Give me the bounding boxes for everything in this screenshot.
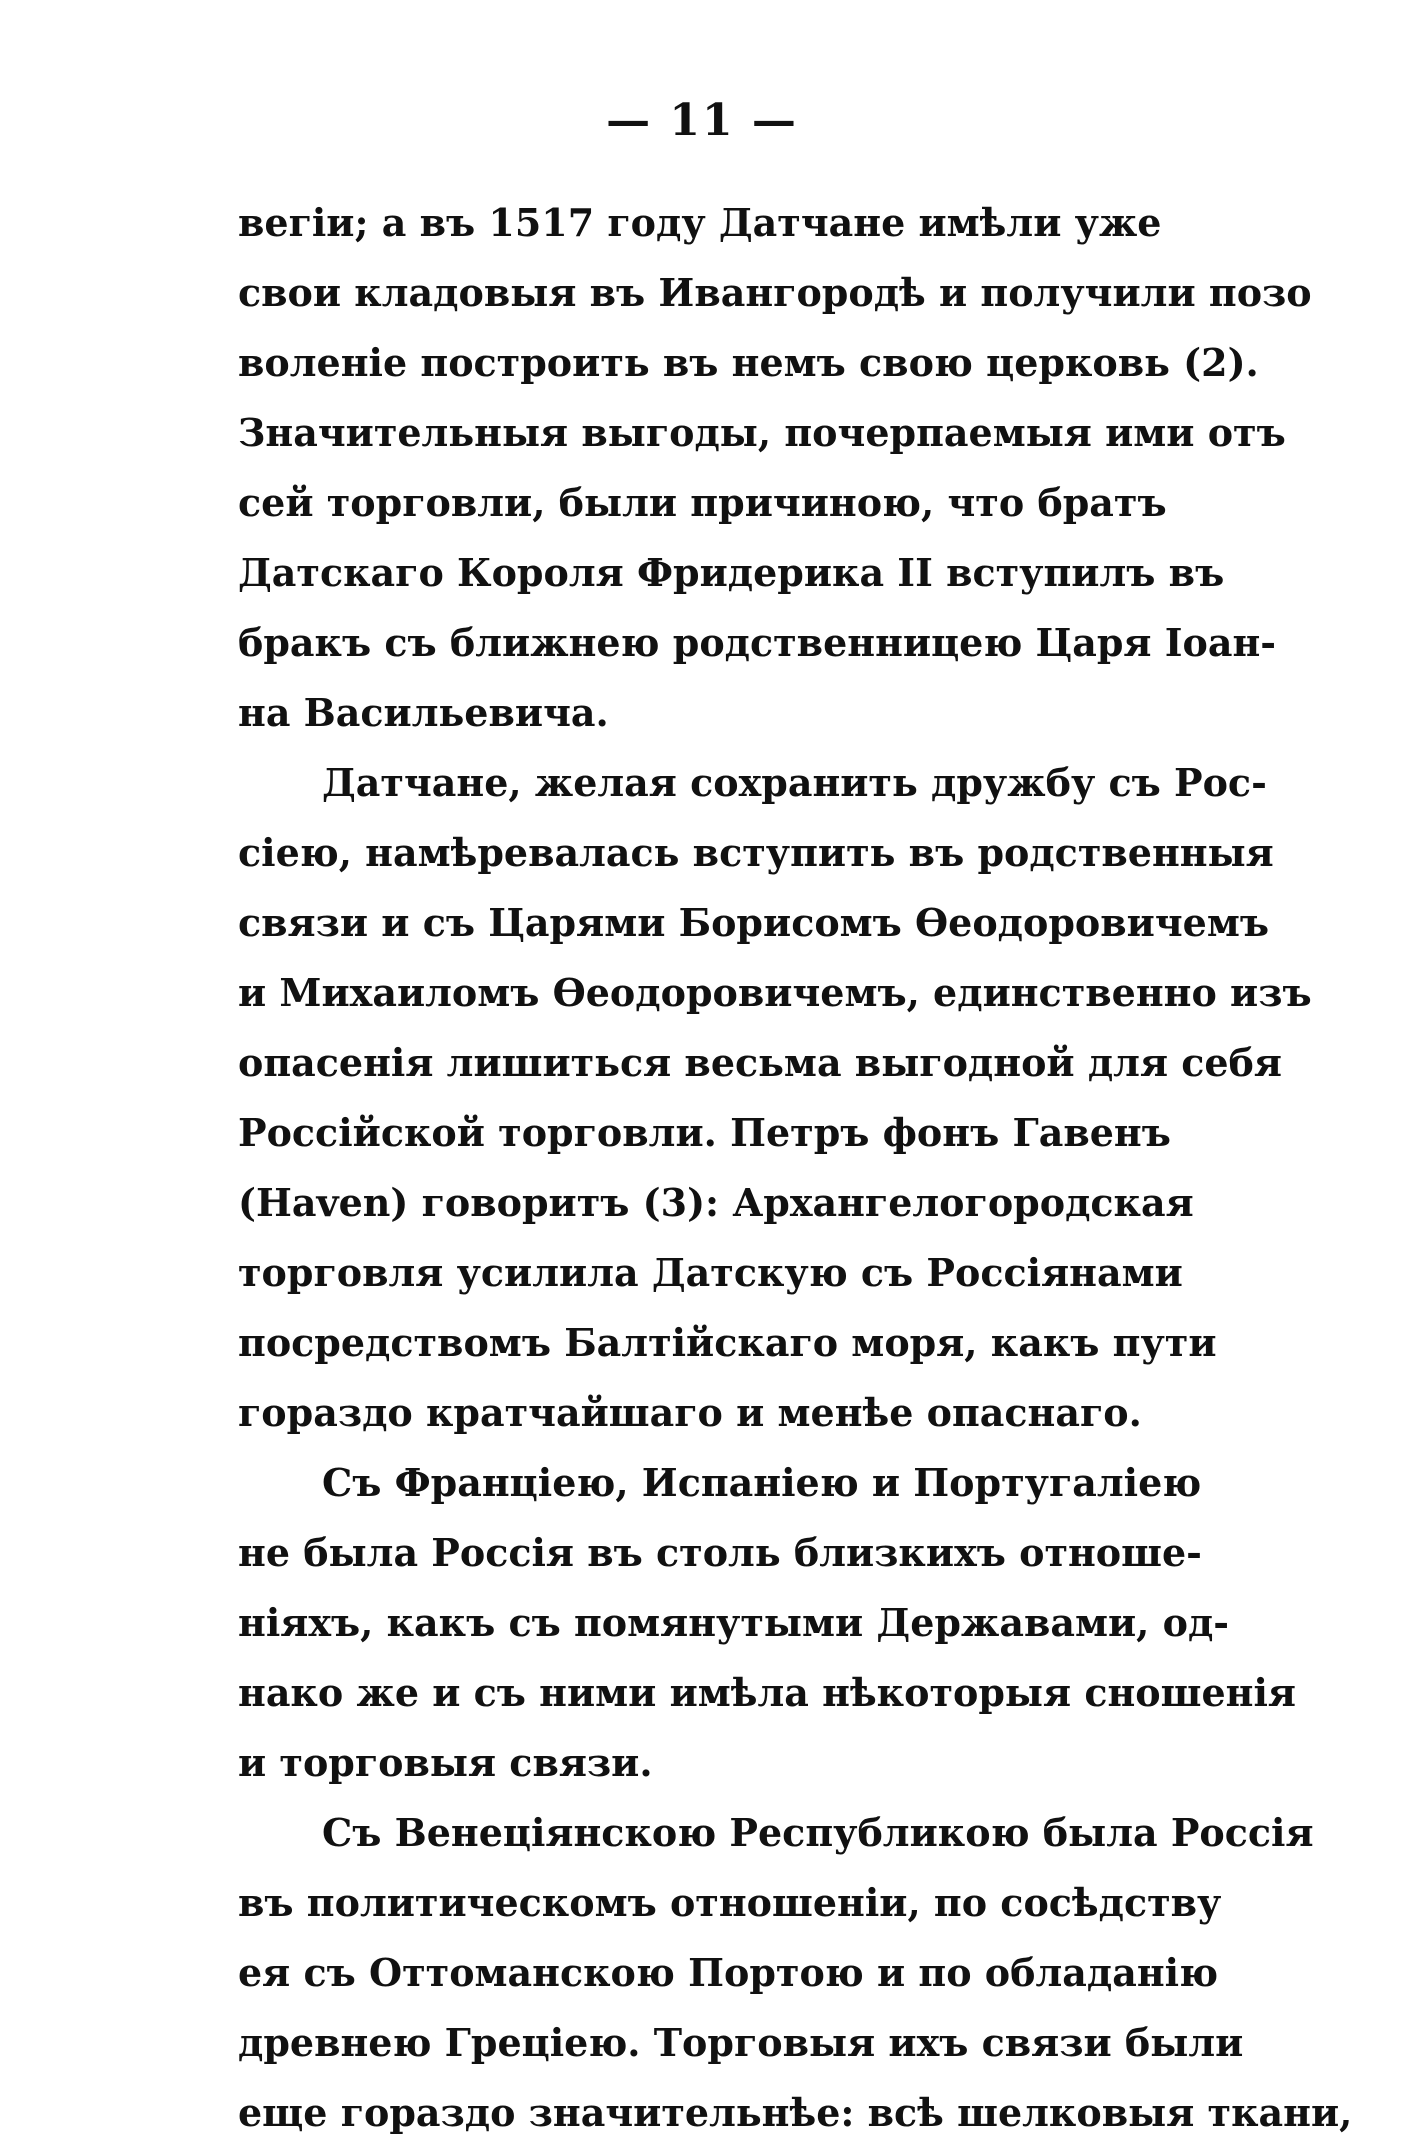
text-line: не была Россія въ столь близкихъ отноше- xyxy=(238,1530,1202,1575)
text-line: связи и съ Царями Борисомъ Ѳеодоровичемъ xyxy=(238,900,1270,945)
text-line: (Haven) говоритъ (3): Архангелогородская xyxy=(238,1180,1194,1225)
text-line: опасенія лишиться весьма выгодной для себя xyxy=(238,1040,1282,1085)
text-line: воленіе построить въ немъ свою церковь (2). xyxy=(238,340,1259,385)
text-line: сей торговли, были причиною, что братъ xyxy=(238,480,1167,525)
text-line: Датскаго Короля Фридерика II вступилъ въ xyxy=(238,550,1225,595)
text-line: торговля усилила Датскую съ Россіянами xyxy=(238,1250,1183,1295)
text-line: и торговыя связи. xyxy=(238,1740,653,1785)
body-text xyxy=(238,188,1353,2148)
text-line: Датчане, желая сохранить дружбу съ Рос- xyxy=(322,760,1267,805)
text-line: гораздо кратчайшаго и менѣе опаснаго. xyxy=(238,1390,1142,1435)
text-line: въ политическомъ отношеніи, по сосѣдству xyxy=(238,1880,1222,1925)
text-line: сіею, намѣревалась вступить въ родственныя xyxy=(238,830,1274,875)
text-line: ея съ Оттоманскою Портою и по обладанію xyxy=(238,1950,1219,1995)
text-line: свои кладовыя въ Ивангородѣ и получили позо xyxy=(238,270,1312,315)
text-line: на Васильевича. xyxy=(238,690,609,735)
paragraph-3 xyxy=(238,1448,1296,1798)
text-line: бракъ съ ближнею родственницею Царя Іоан- xyxy=(238,620,1277,665)
text-line: Значительныя выгоды, почерпаемыя ими отъ xyxy=(238,410,1286,455)
text-line: еще гораздо значительнѣе: всѣ шелковыя ткани, xyxy=(238,2090,1353,2135)
text-line: Съ Венеціянскою Республикою была Россія xyxy=(322,1810,1314,1855)
text-line: ніяхъ, какъ съ помянутыми Державами, од- xyxy=(238,1600,1230,1645)
text-line: нако же и съ ними имѣла нѣкоторыя сношенія xyxy=(238,1670,1296,1715)
page-number: — 11 — xyxy=(606,95,798,146)
text-line: и Михаиломъ Ѳеодоровичемъ, единственно изъ xyxy=(238,970,1312,1015)
paragraph-1 xyxy=(238,188,1312,748)
text-line: посредствомъ Балтійскаго моря, какъ пути xyxy=(238,1320,1217,1365)
text-line: Съ Франціею, Испаніею и Португаліею xyxy=(322,1460,1202,1505)
text-line: древнею Греціею. Торговыя ихъ связи были xyxy=(238,2020,1244,2065)
text-line: Россійской торговли. Петръ фонъ Гавенъ xyxy=(238,1110,1171,1155)
paragraph-2 xyxy=(238,748,1312,1448)
paragraph-4 xyxy=(238,1798,1353,2148)
text-line: вегіи; а въ 1517 году Датчане имѣли уже xyxy=(238,200,1162,245)
